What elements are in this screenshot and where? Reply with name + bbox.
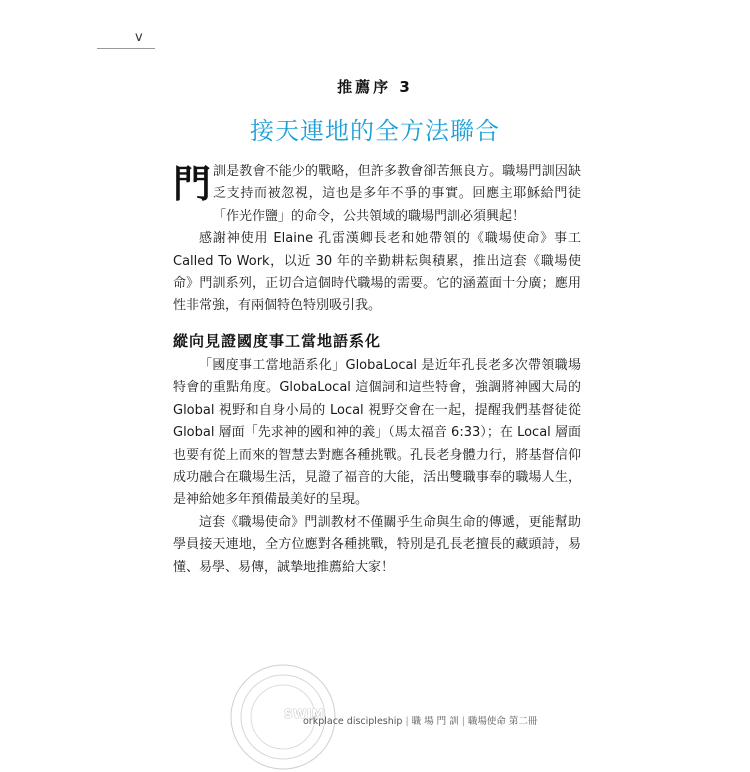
body-section-intro (173, 161, 581, 318)
body-section-globalocal (173, 355, 581, 579)
paragraph-1-text: 訓是教會不能少的戰略，但許多教會卻苦無良方。職場門訓因缺乏支持而被忽視，這也是多年不爭的事實。回應主耶穌給門徒「作光作鹽」的命令，公共領域的職場門訓必須興起！ (213, 164, 581, 224)
preface-label: 推薦序 3 (337, 78, 413, 96)
footer-book-title: 職場使命 第二冊 (467, 716, 538, 727)
drop-cap: 門 (173, 162, 212, 206)
section-heading: 縱向見證國度事工當地語系化 (173, 332, 382, 350)
paragraph-3: 「國度事工當地語系化」GlobaLocal 是近年孔長老多次帶領職場特會的重點角度。GlobaLocal 這個詞和這些特會，強調將神國大局的 Global 視野和自身小局的 Local 視野交會在一起，提醒我們基督徒從 Global 層面「先求神的國和神的義」（馬太福音 6:33）；在 Local 層面也要有從上而來的智慧去對應各種挑戰。孔長老身體力行，將基督信仰成功融合在職場生活，見證了福音的大能，活出雙職事奉的職場人生，是神給她多年預備最美好的呈現。 (173, 358, 581, 508)
paragraph-1 (173, 161, 581, 228)
page-title: 接天連地的全方法聯合 (250, 117, 500, 145)
paragraph-4: 這套《職場使命》門訓教材不僅關乎生命與生命的傳遞，更能幫助學員接天連地，全方位應對各種挑戰，特別是孔長老擅長的藏頭詩，易懂、易學、易傳，誠摯地推薦給大家！ (173, 514, 581, 575)
page-number: v (135, 30, 144, 45)
footer-series-zh: 職 場 門 訓 (411, 716, 459, 727)
footer-series-en: orkplace discipleship (303, 716, 403, 727)
footer-separator: | (461, 716, 465, 727)
page-number-rule (97, 48, 155, 49)
footer-separator: | (405, 716, 409, 727)
paragraph-2: 感謝神使用 Elaine 孔雷漢卿長老和她帶領的《職場使命》事工 Called To Work，以近 30 年的辛勤耕耘與積累，推出這套《職場使命》門訓系列，正切合這個時代職場的需要。它的涵蓋面十分廣；應用性非常強，有兩個特色特別吸引我。 (173, 231, 581, 314)
swim-logo: SWIM (284, 707, 325, 721)
footer-series-line (303, 713, 537, 727)
